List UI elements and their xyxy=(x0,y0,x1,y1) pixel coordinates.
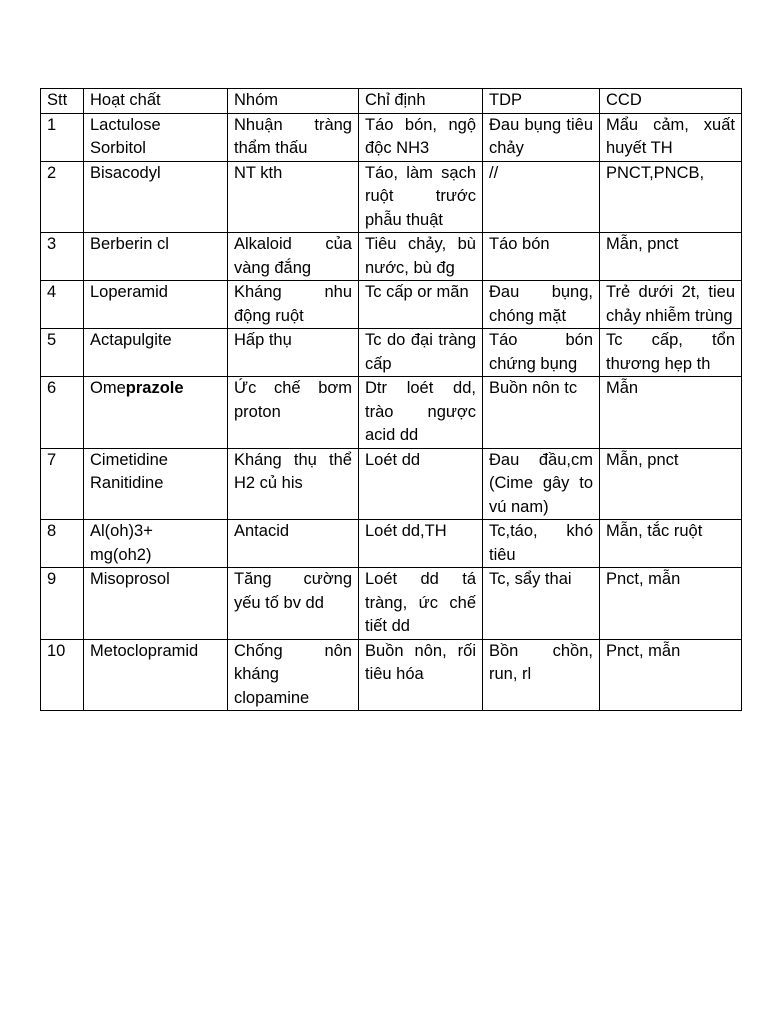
cell-tdp: Đau bụng, chóng mặt xyxy=(483,281,600,329)
drug-table xyxy=(40,88,742,711)
cell-tdp: Buồn nôn tc xyxy=(483,377,600,449)
cell-nhom: Ức chế bơm proton xyxy=(228,377,359,449)
cell-stt: 3 xyxy=(41,233,84,281)
cell-stt: 1 xyxy=(41,113,84,161)
cell-hoat-chat xyxy=(84,448,228,520)
cell-chi-dinh: Tc cấp or mãn xyxy=(359,281,483,329)
cell-nhom: Chống nôn kháng clopamine xyxy=(228,639,359,711)
cell-chi-dinh: Tc do đại tràng cấp xyxy=(359,329,483,377)
header-chi-dinh: Chỉ định xyxy=(359,89,483,114)
table-row xyxy=(41,113,742,161)
cell-stt: 9 xyxy=(41,568,84,640)
cell-chi-dinh: Buồn nôn, rối tiêu hóa xyxy=(359,639,483,711)
cell-hoat-chat-line: Metoclopramid xyxy=(90,641,199,660)
cell-hoat-chat xyxy=(84,113,228,161)
table-row xyxy=(41,233,742,281)
header-hoat-chat: Hoạt chất xyxy=(84,89,228,114)
cell-ccd: Mẫn, pnct xyxy=(600,233,742,281)
cell-hoat-chat xyxy=(84,520,228,568)
cell-nhom: Kháng nhu động ruột xyxy=(228,281,359,329)
cell-stt: 10 xyxy=(41,639,84,711)
cell-tdp: Đau đầu,cm (Cime gây to vú nam) xyxy=(483,448,600,520)
cell-tdp: Táo bón xyxy=(483,233,600,281)
cell-tdp: Tc,táo, khó tiêu xyxy=(483,520,600,568)
cell-stt: 6 xyxy=(41,377,84,449)
cell-hoat-chat-line: Misoprosol xyxy=(90,570,170,588)
cell-ccd: Pnct, mẫn xyxy=(600,568,742,640)
cell-chi-dinh: Loét dd,TH xyxy=(359,520,483,568)
cell-hoat-chat-prefix: Ome xyxy=(90,379,126,397)
cell-hoat-chat-line: Lactulose xyxy=(90,115,161,134)
cell-nhom: Hấp thụ xyxy=(228,329,359,377)
cell-hoat-chat xyxy=(84,329,228,377)
cell-ccd: Mẩu cảm, xuất huyết TH xyxy=(600,113,742,161)
cell-hoat-chat xyxy=(84,233,228,281)
cell-hoat-chat xyxy=(84,568,228,640)
cell-hoat-chat xyxy=(84,161,228,233)
table-row xyxy=(41,568,742,640)
cell-ccd: Pnct, mẫn xyxy=(600,639,742,711)
cell-chi-dinh: Táo bón, ngộ độc NH3 xyxy=(359,113,483,161)
header-nhom: Nhóm xyxy=(228,89,359,114)
cell-chi-dinh: Tiêu chảy, bù nước, bù đg xyxy=(359,233,483,281)
cell-hoat-chat-line: mg(oh2) xyxy=(90,545,152,564)
table-header-row xyxy=(41,89,742,114)
table-row xyxy=(41,281,742,329)
cell-nhom: Nhuận tràng thẩm thấu xyxy=(228,113,359,161)
table-row xyxy=(41,639,742,711)
cell-hoat-chat-bold: prazole xyxy=(125,379,184,397)
cell-ccd: Tc cấp, tổn thương hẹp th xyxy=(600,329,742,377)
cell-chi-dinh: Loét dd tá tràng, ức chế tiết dd xyxy=(359,568,483,640)
cell-stt: 4 xyxy=(41,281,84,329)
cell-hoat-chat xyxy=(84,281,228,329)
cell-ccd: Mẫn, tắc ruột xyxy=(600,520,742,568)
cell-nhom: Antacid xyxy=(228,520,359,568)
table-row xyxy=(41,161,742,233)
cell-chi-dinh: Táo, làm sạch ruột trước phẫu thuật xyxy=(359,161,483,233)
header-stt: Stt xyxy=(41,89,84,114)
cell-chi-dinh: Loét dd xyxy=(359,448,483,520)
cell-hoat-chat-line: Al(oh)3+ xyxy=(90,522,153,540)
cell-ccd: Mẫn xyxy=(600,377,742,449)
cell-tdp: // xyxy=(483,161,600,233)
cell-tdp: Đau bụng tiêu chảy xyxy=(483,113,600,161)
cell-tdp: Bồn chồn, run, rl xyxy=(483,639,600,711)
cell-hoat-chat-line: Cimetidine xyxy=(90,450,168,469)
table-row xyxy=(41,377,742,449)
cell-hoat-chat-line: Bisacodyl xyxy=(90,163,161,182)
header-tdp: TDP xyxy=(483,89,600,114)
cell-nhom: NT kth xyxy=(228,161,359,233)
table-row xyxy=(41,520,742,568)
table-row xyxy=(41,448,742,520)
table-row xyxy=(41,329,742,377)
header-ccd: CCD xyxy=(600,89,742,114)
cell-stt: 5 xyxy=(41,329,84,377)
cell-tdp: Tc, sẩy thai xyxy=(483,568,600,640)
cell-stt: 7 xyxy=(41,448,84,520)
cell-hoat-chat xyxy=(84,639,228,711)
cell-nhom: Tăng cường yếu tố bv dd xyxy=(228,568,359,640)
cell-chi-dinh: Dtr loét dd, trào ngược acid dd xyxy=(359,377,483,449)
cell-hoat-chat-line: Actapulgite xyxy=(90,331,172,349)
cell-stt: 8 xyxy=(41,520,84,568)
cell-hoat-chat xyxy=(84,377,228,449)
cell-hoat-chat-line: Loperamid xyxy=(90,283,168,301)
cell-hoat-chat-line: Ranitidine xyxy=(90,474,164,492)
cell-nhom: Alkaloid của vàng đắng xyxy=(228,233,359,281)
cell-ccd: PNCT,PNCB, xyxy=(600,161,742,233)
cell-tdp: Táo bón chứng bụng xyxy=(483,329,600,377)
cell-hoat-chat-line: Sorbitol xyxy=(90,139,146,157)
cell-ccd: Mẫn, pnct xyxy=(600,448,742,520)
cell-ccd: Trẻ dưới 2t, tieu chảy nhiễm trùng xyxy=(600,281,742,329)
cell-nhom: Kháng thụ thể H2 củ his xyxy=(228,448,359,520)
cell-stt: 2 xyxy=(41,161,84,233)
cell-hoat-chat-line: Berberin cl xyxy=(90,235,169,253)
